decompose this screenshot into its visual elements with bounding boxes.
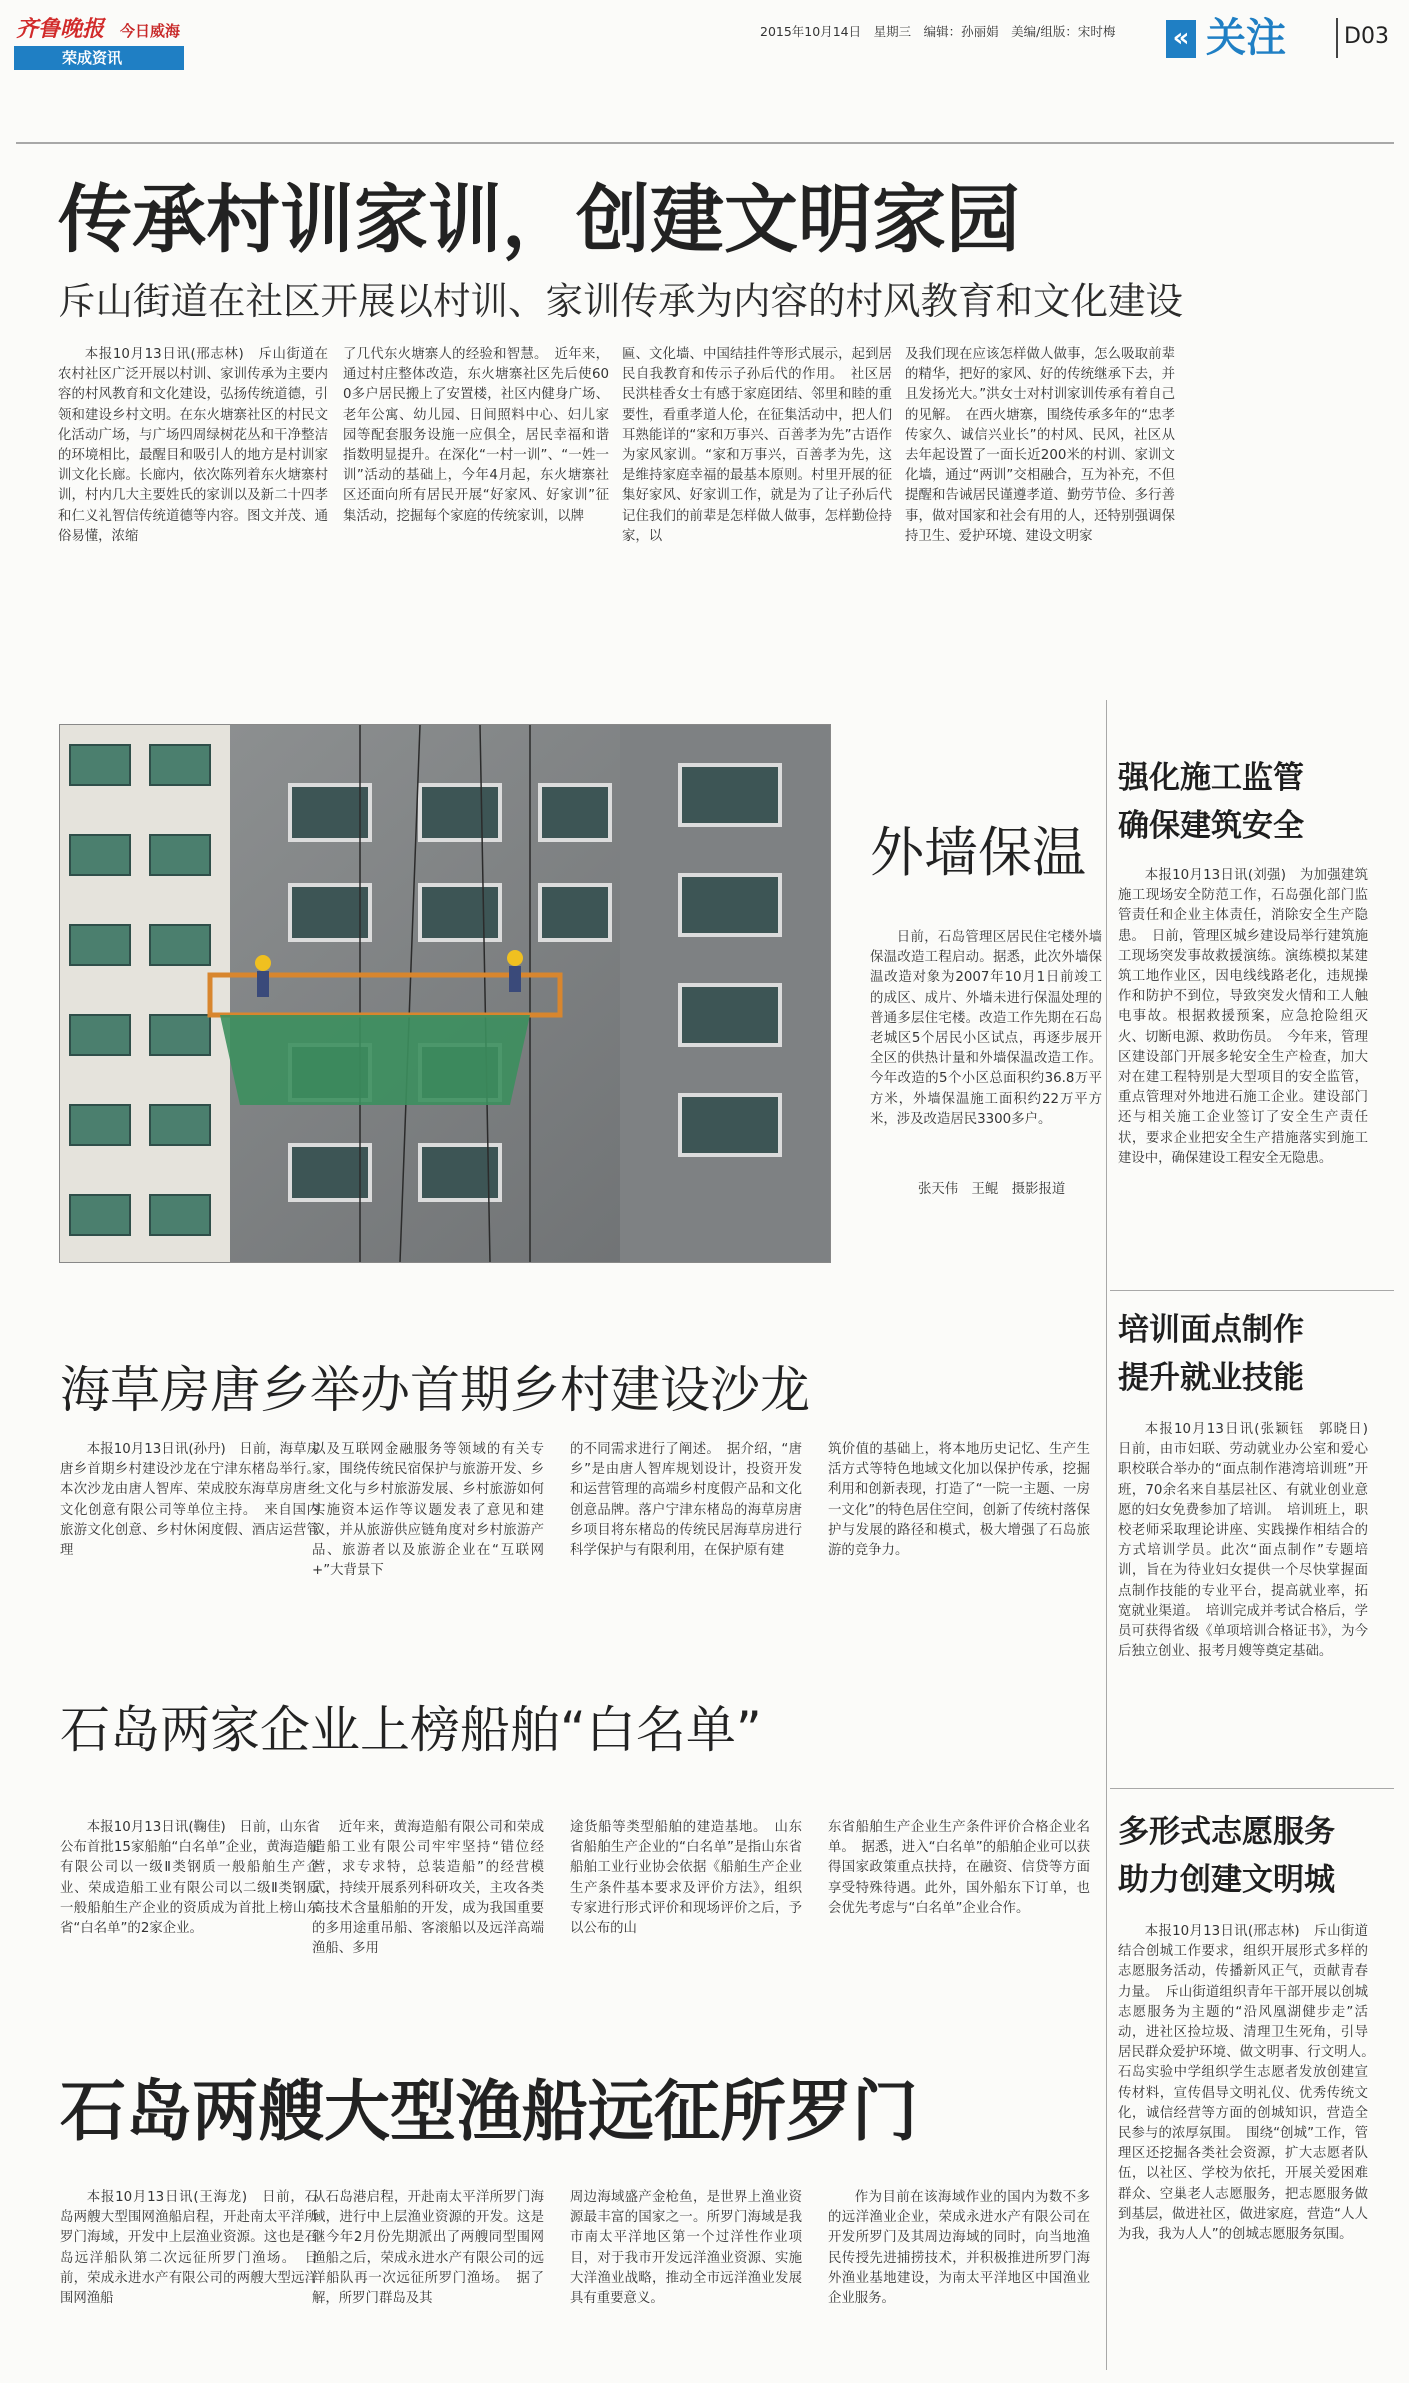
edition-label: 今日威海	[120, 22, 181, 40]
article-3-column-3: 周边海域盛产金枪鱼，是世界上渔业资源最丰富的国家之一。所罗门海域是我市南太平洋地区第一个过洋性作业项目，对于我市开发远洋渔业资源、实施大洋渔业战略，推动全市远洋渔业发展具有重要意义。	[570, 2190, 802, 2307]
lead-subtitle: 斥山街道在社区开展以村训、家训传承为内容的村风教育和文化建设	[58, 279, 1183, 323]
page-number: D03	[1344, 24, 1389, 49]
sidebar-divider	[1106, 700, 1107, 2370]
article-3-column-1: 本报10月13日讯(王海龙) 日前，石岛两艘大型围网渔船启程，开赴南太平洋所罗门海域，开发中上层渔业资源。这也是石岛远洋船队第二次远征所罗门渔场。 日前，荣成永进水产有限公司的两艘大型远洋围网渔船	[60, 2190, 318, 2307]
photo-story-credit: 张天伟 王鲲 摄影报道	[918, 1182, 1066, 1197]
lead-column-4: 及我们现在应该怎样做人做事，怎么吸取前辈的精华，把好的家风、好的传统继承下去，并且发扬光大。”洪女士对村训家训传承有着自己的见解。 在西火塘寨，围绕传承多年的“忠孝传家久、诚信兴业长”的村风、民风，社区从去年起设置了一面长近200米的村训、家训文化墙，通过“两训”交相融合，互为补充，不但提醒和告诫居民谨遵孝道、勤劳节俭、多行善事，做对国家和社会有用的人，还特别强调保持卫生、爱护环境、建设文明家	[905, 347, 1175, 544]
sidebar-1-title-line-2: 确保建筑安全	[1118, 808, 1304, 844]
article-3-headline: 石岛两艘大型渔船远征所罗门	[60, 2073, 918, 2150]
double-chevron-icon: «	[1166, 20, 1196, 58]
article-2-column-1: 本报10月13日讯(鞠佳) 日前，山东省公布首批15家船舶“白名单”企业，黄海造船有限公司以一级Ⅱ类钢质一般船舶生产企业、荣成造船工业有限公司以二级Ⅱ类钢质一般船舶生产企业的资质成为首批上榜山东省“白名单”的2家企业。	[60, 1820, 320, 1937]
sidebar-2-title-line-1: 培训面点制作	[1118, 1312, 1304, 1348]
lead-column-3: 匾、文化墙、中国结挂件等形式展示，起到居民自我教育和传示子孙后代的作用。 社区居民洪桂香女士有感于家庭团结、邻里和睦的重要性，看重孝道人伦，在征集活动中，把人们耳熟能详的“家和万事兴、百善孝为先”古语作为家风家训。“家和万事兴，百善孝为先，这是维持家庭幸福的最基本原则。村里开展的征集好家风、好家训工作，就是为了让子孙后代记住我们的前辈是怎样做人做事，怎样勤俭持家，以	[622, 347, 892, 544]
sidebar-1-title	[1118, 754, 1304, 850]
article-2-column-2: 近年来，黄海造船有限公司和荣成造船工业有限公司牢牢坚持“错位经营，求专求特，总装造船”的经营模式，持续开展系列科研攻关，主攻各类高技术含量船舶的开发，成为我国重要的多用途重吊船、客滚船以及远洋高端渔船、多用	[312, 1820, 544, 1957]
lead-headline: 传承村训家训，创建文明家园	[58, 177, 1020, 263]
sidebar-2-body: 本报10月13日讯(张颖钰 郭晓日) 日前，由市妇联、劳动就业办公室和爱心职校联合举办的“面点制作港湾培训班”开班，70余名来自基层社区、有就业创业意愿的妇女免费参加了培训。 培训班上，职校老师采取理论讲座、实践操作相结合的方式培训学员。此次“面点制作”专题培训，旨在为待业妇女提供一个尽快掌握面点制作技能的专业平台，提高就业率，拓宽就业渠道。 培训完成并考试合格后，学员可获得省级《单项培训合格证书》，为今后独立创业、报考月嫂等奠定基础。	[1118, 1422, 1382, 1660]
lead-column-2: 了几代东火塘寨人的经验和智慧。 近年来，通过村庄整体改造，东火塘寨社区先后使600多户居民搬上了安置楼，社区内健身广场、老年公寓、幼儿园、日间照料中心、妇儿家园等配套服务设施一应俱全，居民幸福和谐指数明显提升。在深化“一村一训”、“一姓一训”活动的基础上，今年4月起，东火塘寨社区还面向所有居民开展“好家风、好家训”征集活动，挖掘每个家庭的传统家训，以牌	[343, 347, 609, 524]
article-3-column-4: 作为目前在该海域作业的国内为数不多的远洋渔业企业，荣成永进水产有限公司在开发所罗门及其周边海域的同时，向当地渔民传授先进捕捞技术，并积极推进所罗门海外渔业基地建设，为南太平洋地区中国渔业企业服务。	[828, 2190, 1090, 2307]
sidebar-2-title	[1118, 1306, 1304, 1402]
column-divider	[1336, 18, 1338, 58]
sidebar-2-title-line-2: 提升就业技能	[1118, 1360, 1304, 1396]
article-1-column-2: 以及互联网金融服务等领域的有关专家，围绕传统民宿保护与旅游开发、乡土文化与乡村旅游发展、乡村旅游如何实施资本运作等议题发表了意见和建议，并从旅游供应链角度对乡村旅游产品、旅游者以及旅游企业在“互联网+”大背景下	[312, 1442, 544, 1579]
dateline: 2015年10月14日 星期三 编辑：孙丽娟 美编/组版：宋时梅	[760, 24, 1116, 39]
section-label: 荣成资讯	[14, 46, 184, 70]
article-2-headline: 石岛两家企业上榜船舶“白名单”	[60, 1701, 762, 1759]
sidebar-1-body: 本报10月13日讯(刘强) 为加强建筑施工现场安全防范工作，石岛强化部门监管责任和企业主体责任，消除安全生产隐患。 日前，管理区城乡建设局举行建筑施工现场突发事故救援演练。演练模拟某建筑工地作业区，因电线线路老化，违规操作和防护不到位，导致突发火情和工人触电事故。根据救援预案，应急抢险组灭火、切断电源、救助伤员。 今年来，管理区建设部门开展多轮安全生产检查，加大对在建工程特别是大型项目的安全监管，重点管理对外地进石施工企业。建设部门还与相关施工企业签订了安全生产责任状，要求企业把安全生产措施落实到施工建设中，确保建设工程安全无隐患。	[1118, 868, 1368, 1166]
sidebar-3-title-line-2: 助力创建文明城	[1118, 1862, 1335, 1898]
photo-story-image	[59, 724, 831, 1263]
article-3-column-2: 从石岛港启程，开赴南太平洋所罗门海域，进行中上层渔业资源的开发。这是继今年2月份先期派出了两艘同型围网渔船之后，荣成永进水产有限公司的远洋船队再一次远征所罗门渔场。 据了解，所罗门群岛及其	[312, 2190, 544, 2307]
article-1-column-4: 筑价值的基础上，将本地历史记忆、生产生活方式等特色地域文化加以保护传承，挖掘利用和创新表现，打造了“一院一主题、一房一文化”的特色居住空间，创新了传统村落保护与发展的路径和模式，极大增强了石岛旅游的竞争力。	[828, 1442, 1090, 1559]
article-2-column-4: 东省船舶生产企业生产条件评价合格企业名单。 据悉，进入“白名单”的船舶企业可以获得国家政策重点扶持，在融资、信贷等方面享受特殊待遇。此外，国外船东下订单，也会优先考虑与“白名单”企业合作。	[828, 1820, 1090, 1916]
header-rule	[16, 142, 1394, 144]
photo-story-title: 外墙保温	[870, 821, 1086, 884]
column-label: 关注	[1206, 15, 1286, 61]
article-1-headline: 海草房唐乡举办首期乡村建设沙龙	[60, 1361, 810, 1419]
sidebar-1-title-line-1: 强化施工监管	[1118, 760, 1304, 796]
sidebar-3-title-line-1: 多形式志愿服务	[1118, 1814, 1335, 1850]
sidebar-rule-2	[1110, 1788, 1394, 1789]
building-facade-photo	[60, 725, 830, 1262]
article-1-column-1: 本报10月13日讯(孙丹) 日前，海草房唐乡首期乡村建设沙龙在宁津东楮岛举行。本次沙龙由唐人智库、荣成胶东海草房唐乡文化创意有限公司等单位主持。 来自国内旅游文化创意、乡村休闲度假、酒店运营管理	[60, 1442, 320, 1559]
article-2-column-3: 途货船等类型船舶的建造基地。 山东省船舶生产企业的“白名单”是指山东省船舶工业行业协会依据《船舶生产企业生产条件基本要求及评价方法》，组织专家进行形式评价和现场评价之后，予以公布的山	[570, 1820, 802, 1937]
newspaper-logo: 齐鲁晚报	[16, 16, 105, 42]
masthead	[0, 0, 1409, 80]
lead-column-1: 本报10月13日讯(邢志林) 斥山街道在农村社区广泛开展以村训、家训传承为主要内容的村风教育和文化建设，弘扬传统道德，引领和建设乡村文明。在东火塘寨社区的村民文化活动广场，与广场四周绿树花丛和干净整洁的环境相比，最醒目和吸引人的地方是村训家训文化长廊。长廊内，依次陈列着东火塘寨村训，村内几大主要姓氏的家训以及新二十四孝和仁义礼智信传统道德等内容。图文并茂、通俗易懂，浓缩	[58, 347, 328, 544]
sidebar-rule-1	[1110, 1290, 1394, 1291]
article-1-column-3: 的不同需求进行了阐述。 据介绍，“唐乡”是由唐人智库规划设计，投资开发和运营管理的高端乡村度假产品和文化创意品牌。落户宁津东楮岛的海草房唐乡项目将东楮岛的传统民居海草房进行科学保护与有限利用，在保护原有建	[570, 1442, 802, 1559]
sidebar-3-title	[1118, 1808, 1335, 1904]
photo-story-body: 日前，石岛管理区居民住宅楼外墙保温改造工程启动。据悉，此次外墙保温改造对象为2007年10月1日前竣工的成区、成片、外墙未进行保温处理的普通多层住宅楼。改造工作先期在石岛老城区5个居民小区试点，再逐步展开全区的供热计量和外墙保温改造工作。今年改造的5个小区总面积约36.8万平方米，外墙保温施工面积约22万平方米，涉及改造居民3300多户。	[870, 930, 1102, 1127]
sidebar-3-body: 本报10月13日讯(邢志林) 斥山街道结合创城工作要求，组织开展形式多样的志愿服务活动，传播新风正气，贡献青春力量。 斥山街道组织青年干部开展以创城志愿服务为主题的“沿风凰湖健步走”活动，进社区捡垃圾、清理卫生死角，引导居民群众爱护环境、做文明事、行文明人。 石岛实验中学组织学生志愿者发放创建宣传材料，宣传倡导文明礼仪、优秀传统文化，诚信经营等方面的创城知识，营造全民参与的浓厚氛围。 围绕“创城”工作，管理区还挖掘各类社会资源，扩大志愿者队伍，以社区、学校为依托，开展关爱困难群众、空巢老人志愿服务，把志愿服务做到基层，做进社区，做进家庭，营造“人人为我，我为人人”的创城志愿服务氛围。	[1118, 1924, 1382, 2243]
